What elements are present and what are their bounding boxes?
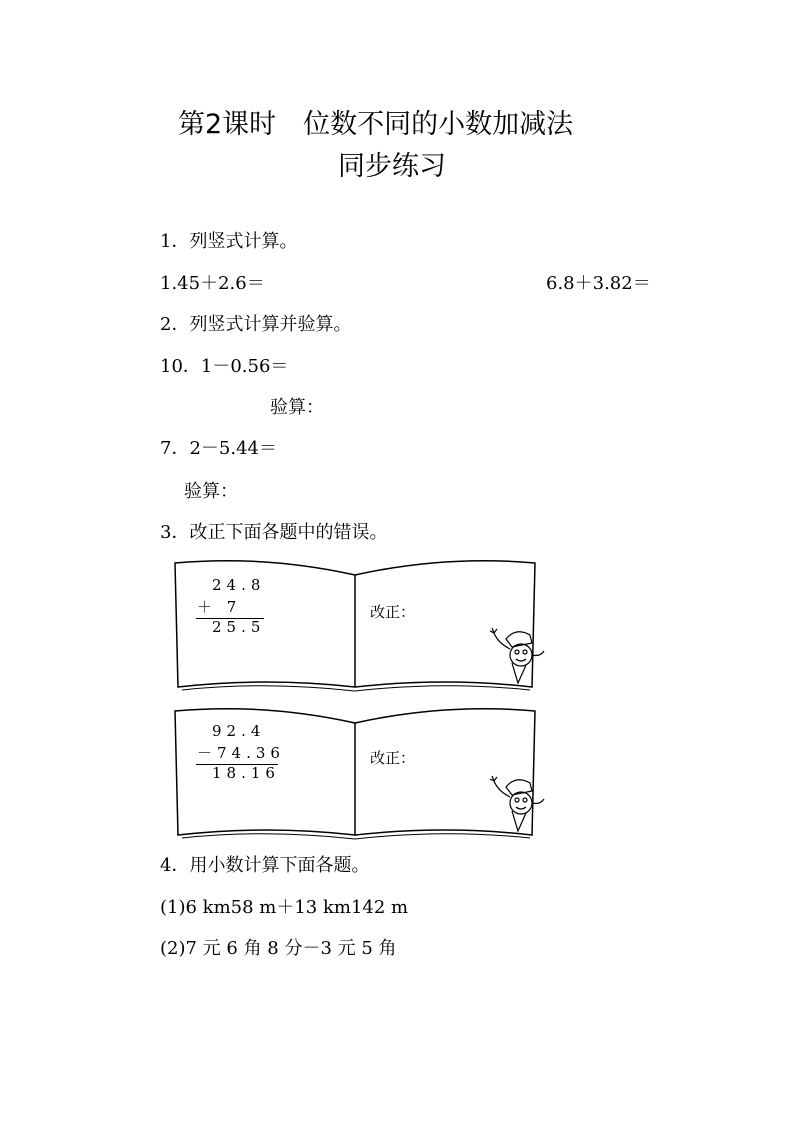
q1-expression-a: 1.45＋2.6＝ bbox=[160, 273, 265, 294]
book1-row1: 24.8 bbox=[212, 576, 266, 594]
page-title: 第2课时 位数不同的小数加减法 bbox=[178, 109, 574, 140]
page-subtitle: 同步练习 bbox=[338, 151, 446, 182]
book1-row2: ＋ 7 bbox=[197, 598, 242, 616]
book1-row3: 25.5 bbox=[212, 618, 266, 636]
q2-expression-b: 7．2－5.44＝ bbox=[160, 438, 277, 459]
q3-heading: 3．改正下面各题中的错误。 bbox=[160, 522, 388, 543]
book2-fix-label: 改正： bbox=[370, 749, 416, 767]
q2-check-a-label: 验算： bbox=[270, 397, 324, 418]
open-book-2 bbox=[170, 703, 540, 843]
pencil-mascot-icon bbox=[488, 625, 548, 687]
book2-row2: －74.36 bbox=[197, 744, 285, 762]
q4-item-2: (2)7 元 6 角 8 分－3 元 5 角 bbox=[160, 938, 397, 959]
q1-heading: 1．列竖式计算。 bbox=[160, 231, 298, 252]
q2-expression-a: 10．1－0.56＝ bbox=[160, 356, 289, 377]
q2-heading: 2．列竖式计算并验算。 bbox=[160, 314, 352, 335]
q4-heading: 4．用小数计算下面各题。 bbox=[160, 855, 370, 876]
book2-row1: 92.4 bbox=[212, 722, 266, 740]
book1-fix-label: 改正： bbox=[370, 603, 416, 621]
open-book-1 bbox=[170, 555, 540, 695]
q4-item-1: (1)6 km58 m＋13 km142 m bbox=[160, 897, 409, 918]
q2-check-b-label: 验算： bbox=[184, 481, 238, 502]
q1-expression-b: 6.8＋3.82＝ bbox=[546, 273, 651, 294]
pencil-mascot-icon bbox=[488, 773, 548, 835]
book2-row3: 18.16 bbox=[212, 764, 280, 782]
